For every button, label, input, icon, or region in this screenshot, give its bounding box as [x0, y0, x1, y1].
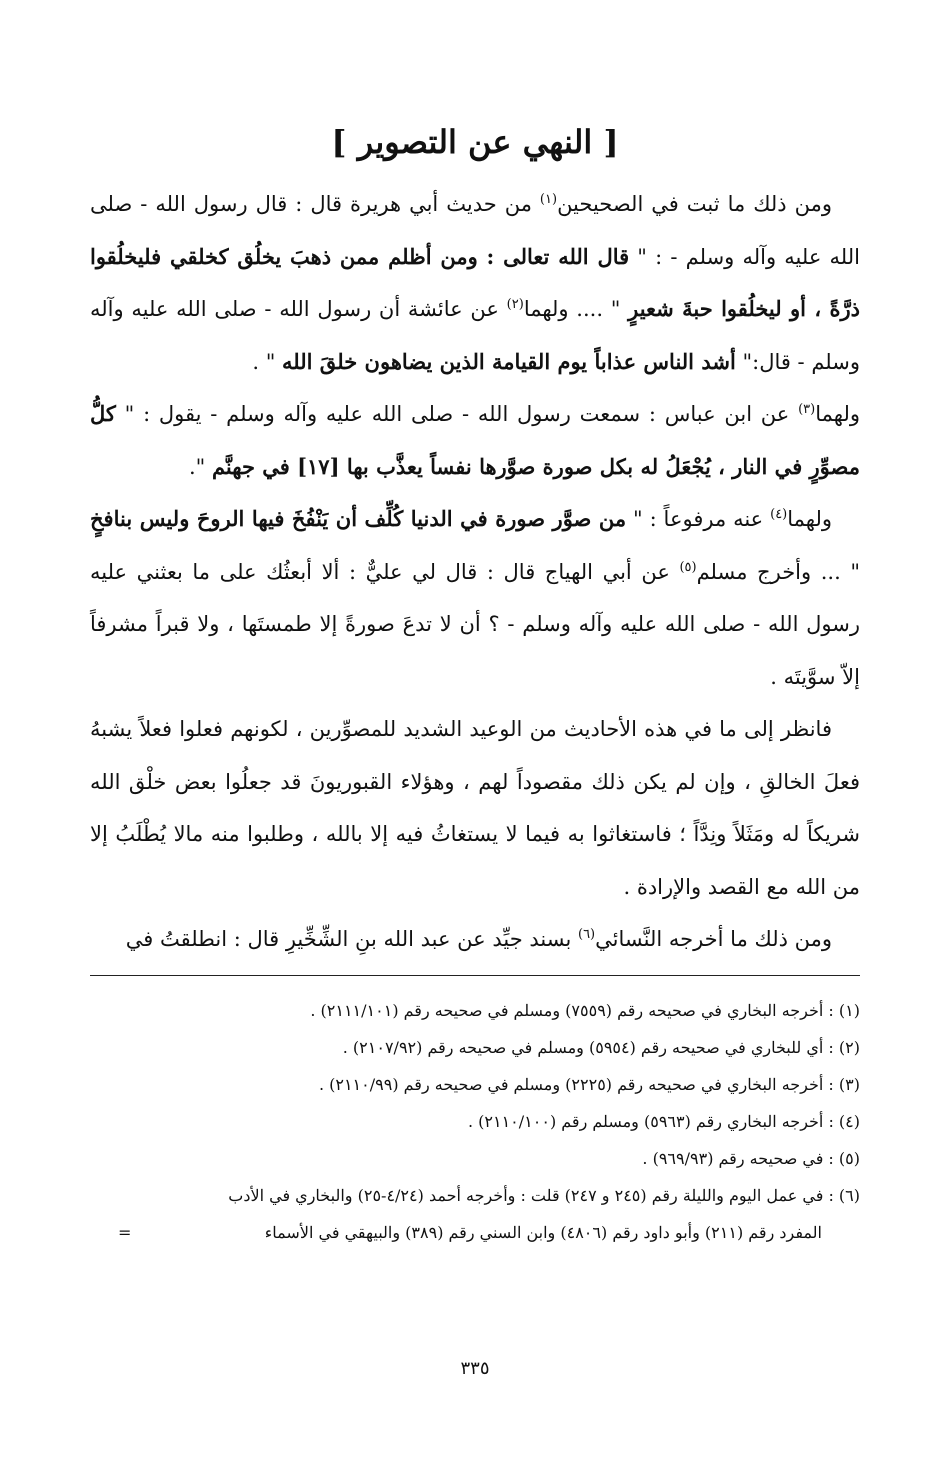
text-segment: عن عائشة أن رسول الله - صلى الله عليه وآله وسلم - قال:" — [90, 297, 860, 374]
hadith-quote: كلُّ مصوِّرٍ في النار ، يُجْعَلُ له بكل صورة صوَّرها نفساً يعذَّب بها [١٧] في جهنَّم — [90, 401, 860, 479]
page-number: ٣٣٥ — [460, 1358, 490, 1379]
text-segment: عن أبي الهياج قال : قال لي عليٌّ : ألا أبعثُك على ما بعثني عليه رسول الله - صلى الله عليه وآله وسلم - ؟ أن لا تدعَ صورةً إلا طمستَها ، ولا قبراً مشرفاً إلاّ سوَّيتَه . — [90, 559, 860, 689]
footnote-ref[interactable]: (٤) — [770, 507, 788, 522]
text-segment: ولهما — [815, 402, 860, 426]
text-segment: ومن ذلك ما ثبت في الصحيحين — [557, 192, 833, 216]
paragraph-2 — [90, 388, 860, 493]
paragraph-3 — [90, 493, 860, 703]
footnote-item: (٤) : أخرجه البخاري رقم (٥٩٦٣) ومسلم رقم (٢١١٠/١٠٠) . — [467, 1112, 860, 1131]
text-segment: عنه مرفوعاً : " — [626, 507, 771, 531]
footnote-item: (٥) : في صحيحه رقم (٩٦٩/٩٣) . — [642, 1149, 860, 1168]
footnote-ref[interactable]: (٢) — [506, 297, 524, 312]
footnote-item: (٦) : في عمل اليوم والليلة رقم (٢٤٥ و ٢٤٧) قلت : وأخرجه أحمد (٤/٢٤-٢٥) والبخاري في الأدب — [228, 1186, 860, 1205]
continuation-mark: = — [118, 1223, 132, 1242]
footnote-continuation-line — [90, 1214, 860, 1251]
footnote-ref[interactable]: (١) — [539, 192, 558, 207]
footnote-continuation: المفرد رقم (٢١١) وأبو داود رقم (٤٨٠٦) وابن السني رقم (٣٨٩) والبيهقي في الأسماء — [264, 1223, 822, 1242]
text-segment: بسند جيِّد عن عبد الله بنِ الشِّخِّيرِ قال : انطلقتُ في — [125, 927, 578, 951]
text-segment: " . — [252, 349, 283, 374]
text-segment: ومن ذلك ما أخرجه النَّسائي — [595, 927, 832, 951]
main-text — [90, 178, 860, 966]
footnote-divider — [90, 975, 860, 976]
footnote-item: (٣) : أخرجه البخاري في صحيحه رقم (٢٢٢٥) ومسلم في صحيحه رقم (٢١١٠/٩٩) . — [318, 1075, 860, 1094]
paragraph-1 — [90, 178, 860, 388]
footnote-ref[interactable]: (٣) — [798, 402, 816, 417]
text-segment: " ... وأخرج مسلم — [696, 559, 860, 584]
hadith-quote: من صوَّر صورة في الدنيا كُلِّف أن يَنْفُخَ فيها الروحَ وليس بنافخٍ — [90, 506, 627, 531]
footnotes — [90, 992, 860, 1251]
footnote-item: (١) : أخرجه البخاري في صحيحه رقم (٧٥٥٩) ومسلم في صحيحه رقم (٢١١١/١٠١) . — [310, 1001, 860, 1020]
hadith-quote: أشد الناس عذاباً يوم القيامة الذين يضاهون خلقَ الله — [282, 348, 736, 374]
text-segment: من حديث أبي هريرة قال : قال رسول الله - صلى الله عليه وآله وسلم - : " — [90, 192, 860, 269]
footnote-ref[interactable]: (٦) — [577, 927, 596, 942]
text-segment: ". — [188, 454, 212, 479]
text-segment: " .... ولهما — [523, 297, 629, 321]
text-segment: عن ابن عباس : سمعت رسول الله - صلى الله عليه وآله وسلم - يقول : " — [115, 402, 799, 426]
footnote-item: (٢) : أي للبخاري في صحيحه رقم (٥٩٥٤) ومسلم في صحيحه رقم (٢١٠٧/٩٢) . — [342, 1038, 860, 1057]
text-segment: ولهما — [787, 507, 833, 531]
paragraph-5 — [90, 913, 860, 966]
hadith-quote: قال الله تعالى : ومن أظلم ممن ذهبَ يخلُق كخلقي فليخلُقوا ذرَّةً ، أو ليخلُقوا حبةَ شعيرٍ — [90, 243, 860, 321]
paragraph-4: فانظر إلى ما في هذه الأحاديث من الوعيد الشديد للمصوِّرين ، لكونهم فعلوا فعلاً يشبهُ فعلَ الخالقِ ، وإن لم يكن ذلك مقصوداً لهم ، وهؤلاء القبوريونَ قد جعلُوا بعض خلْق الله شريكاً له ومَثَلاً ونِدَّاً ؛ فاستغاثوا به فيما لا يستغاثُ فيه إلا بالله ، وطلبوا منه مالا يُطْلَبُ إلا من الله مع القصد والإرادة . — [90, 717, 860, 899]
section-title: [ النهي عن التصوير ] — [331, 123, 619, 161]
footnote-ref[interactable]: (٥) — [679, 559, 697, 575]
